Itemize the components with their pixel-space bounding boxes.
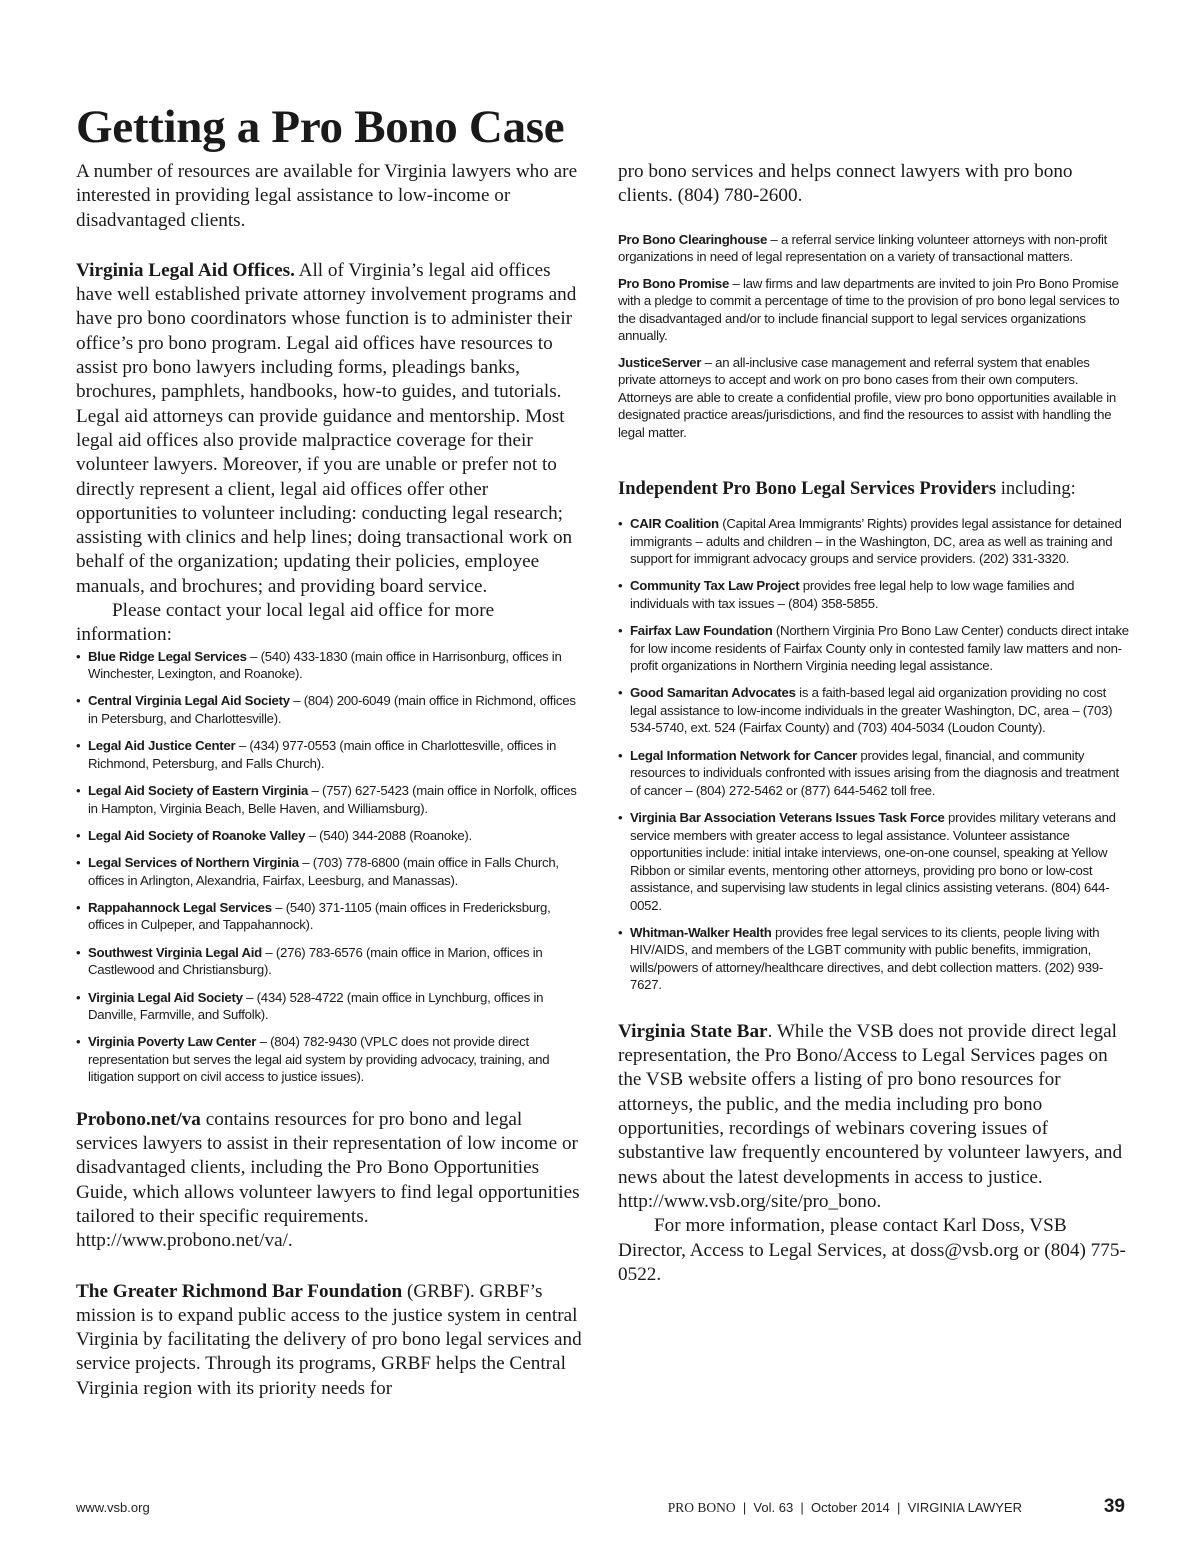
- program-name: Pro Bono Promise: [618, 275, 730, 291]
- office-detail: – (804) 782-9430 (VPLC does not provide direct representation but serves the legal aid system by providing advocacy, training, and litigation support on civil access to justice issues).: [88, 1034, 550, 1085]
- independent-provider-list: [618, 515, 1130, 994]
- program-detail: – an all-inclusive case management and referral system that enables private attorneys to accept and work on pro bono cases from their own computers. Attorneys are able to create a confidential profile, view pro bono opportunities available in designated practice areas/jurisdictions, and find the resources to assist with handling the legal matter.: [618, 354, 1116, 440]
- office-name: Legal Aid Justice Center: [88, 738, 236, 754]
- program-detail: – a referral service linking volunteer attorneys with non-profit organizations in need of legal representation on a variety of transactional matters.: [618, 231, 1108, 265]
- page-title: Getting a Pro Bono Case: [76, 101, 565, 154]
- vsb-body: . While the VSB does not provide direct legal representation, the Pro Bono/Access to Legal Services pages on the VSB website offers a listing of pro bono resources for attorneys, the public, and the media including pro bono opportunities, recordings of webinars covering issues of substantive law frequently encountered by volunteer lawyers, and news about the latest developments in access to justice. http://www.vsb.org/site/pro_bono.: [618, 1020, 1123, 1212]
- list-item: [76, 1033, 584, 1086]
- list-item: [76, 944, 584, 979]
- page-number: 39: [1103, 1496, 1125, 1517]
- list-item: [618, 684, 1130, 737]
- grbf-paragraph: [76, 1280, 584, 1401]
- list-item: [76, 899, 584, 934]
- list-item: [76, 827, 584, 845]
- provider-name: Community Tax Law Project: [630, 578, 800, 594]
- grbf-heading: The Greater Richmond Bar Foundation: [76, 1280, 403, 1302]
- list-item: [618, 275, 1130, 345]
- provider-name: CAIR Coalition: [630, 516, 719, 532]
- office-name: Southwest Virginia Legal Aid: [88, 944, 262, 960]
- vsb-heading: Virginia State Bar: [618, 1020, 768, 1042]
- office-name: Central Virginia Legal Aid Society: [88, 693, 290, 709]
- legal-aid-offices-heading: Virginia Legal Aid Offices.: [76, 259, 295, 281]
- provider-detail: is a faith-based legal aid organization providing no cost legal assistance to low-income individuals in the greater Washington, DC, area – (703) 534-5740, ext. 524 (Fairfax County) and (703) 404-5034 (Loudon County).: [630, 685, 1113, 736]
- provider-name: Whitman-Walker Health: [630, 924, 772, 940]
- grbf-program-list: [618, 231, 1130, 442]
- office-detail: – (540) 371-1105 (main offices in Fredericksburg, offices in Culpeper, and Tappahannock).: [88, 899, 551, 933]
- list-item: [618, 622, 1130, 675]
- independent-providers-suffix: including:: [996, 479, 1076, 500]
- office-detail: – (703) 778-6800 (main office in Falls Church, offices in Arlington, Alexandria, Fairfax, Leesburg, and Manassas).: [88, 855, 559, 888]
- list-item: [618, 809, 1130, 914]
- legal-aid-offices-body: All of Virginia’s legal aid offices have well established private attorney involvement programs and have pro bono coordinators whose function is to administer their office’s pro bono program. Legal aid offices have resources to assist pro bono lawyers including forms, pleadings banks, brochures, pamphlets, handbooks, how-to guides, and tutorials. Legal aid attorneys can provide guidance and mentorship. Most legal aid offices also provide malpractice coverage for their volunteer lawyers. Moreover, if you are unable or prefer not to directly represent a client, legal aid offices offer other opportunities to volunteer including: conducting legal research; assisting with clinics and help lines; doing transactional work on behalf of the organization; updating their policies, employee manuals, and brochures; and providing board service.: [76, 259, 577, 597]
- office-detail: – (540) 344-2088 (Roanoke).: [305, 827, 472, 843]
- footer-issue: | Vol. 63 | October 2014 | VIRGINIA LAWYER: [735, 1500, 1022, 1515]
- independent-providers-title: Independent Pro Bono Legal Services Providers: [618, 479, 997, 500]
- office-detail: – (540) 433-1830 (main office in Harrisonburg, offices in Winchester, Lexington, and Roanoke).: [88, 648, 562, 682]
- provider-name: Virginia Bar Association Veterans Issues Task Force: [630, 810, 945, 826]
- list-item: [76, 648, 584, 683]
- provider-detail: provides free legal help to low wage families and individuals with tax issues – (804) 358-5855.: [630, 578, 1075, 611]
- provider-detail: provides military veterans and service members with greater access to legal assistance. Volunteer assistance opportunities include: initial intake interviews, one-on-one counsel, speaking at Yellow Ribbon or similar events, mentoring other attorneys, providing pro bono or low-cost assistance, and supervising law students in legal clinics assisting veterans. (804) 644-0052.: [630, 810, 1116, 913]
- provider-name: Fairfax Law Foundation: [630, 623, 773, 639]
- office-detail: – (434) 977-0553 (main office in Charlottesville, offices in Richmond, Petersburg, and Falls Church).: [88, 738, 557, 771]
- vsb-contact-paragraph: For more information, please contact Karl Doss, VSB Director, Access to Legal Services, at doss@vsb.org or (804) 775-0522.: [618, 1215, 1126, 1285]
- left-column: [76, 160, 584, 1401]
- program-detail: – law firms and law departments are invited to join Pro Bono Promise with a pledge to commit a percentage of time to the provision of pro bono legal services to the disadvantaged and/or to include financial support to legal services organizations annually.: [618, 275, 1120, 344]
- footer-section: PRO BONO: [667, 1500, 736, 1515]
- office-detail: – (434) 528-4722 (main office in Lynchburg, offices in Danville, Farmville, and Suffolk).: [88, 989, 544, 1023]
- legal-aid-office-list: [76, 648, 584, 1086]
- provider-name: Legal Information Network for Cancer: [630, 747, 857, 763]
- list-item: [618, 577, 1130, 612]
- office-name: Legal Aid Society of Roanoke Valley: [88, 827, 306, 843]
- list-item: [618, 924, 1130, 994]
- footer-meta: [668, 1500, 1022, 1516]
- list-item: [76, 989, 584, 1024]
- list-item: [76, 692, 584, 727]
- office-detail: – (276) 783-6576 (main office in Marion, offices in Castlewood and Christiansburg).: [88, 944, 543, 978]
- list-item: [618, 354, 1130, 442]
- office-name: Virginia Poverty Law Center: [88, 1034, 257, 1050]
- independent-providers-heading: [618, 477, 1130, 501]
- probono-net-heading: Probono.net/va: [76, 1108, 201, 1130]
- legal-aid-offices-paragraph: [76, 259, 584, 599]
- grbf-body: (GRBF). GRBF’s mission is to expand public access to the justice system in central Virginia by facilitating the delivery of pro bono legal services and service projects. Through its programs, GRBF helps the Central Virginia region with its priority needs for: [76, 1280, 582, 1399]
- probono-net-body: contains resources for pro bono and legal services lawyers to assist in their representation of low income or disadvantaged clients, including the Pro Bono Opportunities Guide, which allows volunteer lawyers to find legal opportunities tailored to their specific requirements. http://www.probono.net/va/.: [76, 1108, 580, 1252]
- office-detail: – (757) 627-5423 (main office in Norfolk, offices in Hampton, Virginia Beach, Belle Haven, and Williamsburg).: [88, 783, 577, 816]
- list-item: [76, 782, 584, 817]
- office-detail: – (804) 200-6049 (main office in Richmond, offices in Petersburg, and Charlottesville).: [88, 693, 576, 726]
- list-item: [618, 515, 1130, 568]
- office-name: Virginia Legal Aid Society: [88, 989, 243, 1005]
- office-name: Legal Services of Northern Virginia: [88, 855, 299, 871]
- program-name: JusticeServer: [618, 354, 702, 370]
- office-name: Blue Ridge Legal Services: [88, 648, 247, 664]
- list-item: [76, 854, 584, 889]
- provider-detail: (Capital Area Immigrants’ Rights) provides legal assistance for detained immigrants – adults and children – in the Washington, DC, area as well as training and support for immigrant advocacy groups and service providers. (202) 331-3320.: [630, 516, 1122, 567]
- intro-paragraph: A number of resources are available for Virginia lawyers who are interested in providing legal assistance to low-income or disadvantaged clients.: [76, 161, 578, 231]
- office-name: Rappahannock Legal Services: [88, 899, 272, 915]
- list-item: [76, 737, 584, 772]
- grbf-continued-paragraph: pro bono services and helps connect lawyers with pro bono clients. (804) 780-2600.: [618, 161, 1073, 207]
- provider-detail: provides legal, financial, and community resources to individuals confronted with issues arising from the diagnosis and treatment of cancer – (804) 272-5462 or (877) 644-5462 toll free.: [630, 747, 1119, 798]
- program-name: Pro Bono Clearinghouse: [618, 231, 768, 247]
- list-item: [618, 747, 1130, 800]
- vsb-paragraph: [618, 1020, 1130, 1214]
- provider-detail: (Northern Virginia Pro Bono Law Center) conducts direct intake for low income residents of Fairfax County only in contested family law matters and non-profit organizations in Northern Virginia needing legal assistance.: [630, 623, 1129, 674]
- office-name: Legal Aid Society of Eastern Virginia: [88, 783, 309, 799]
- provider-name: Good Samaritan Advocates: [630, 685, 796, 701]
- right-column: [618, 160, 1130, 1287]
- probono-net-paragraph: [76, 1108, 584, 1254]
- provider-detail: provides free legal services to its clients, people living with HIV/AIDS, and members of the LGBT community with public benefits, immigration, wills/powers of attorney/healthcare directives, and debt collection matters. (202) 939-7627.: [630, 924, 1104, 993]
- footer-url: www.vsb.org: [76, 1500, 150, 1515]
- legal-aid-contact-paragraph: Please contact your local legal aid office for more information:: [76, 600, 495, 646]
- list-item: [618, 231, 1130, 266]
